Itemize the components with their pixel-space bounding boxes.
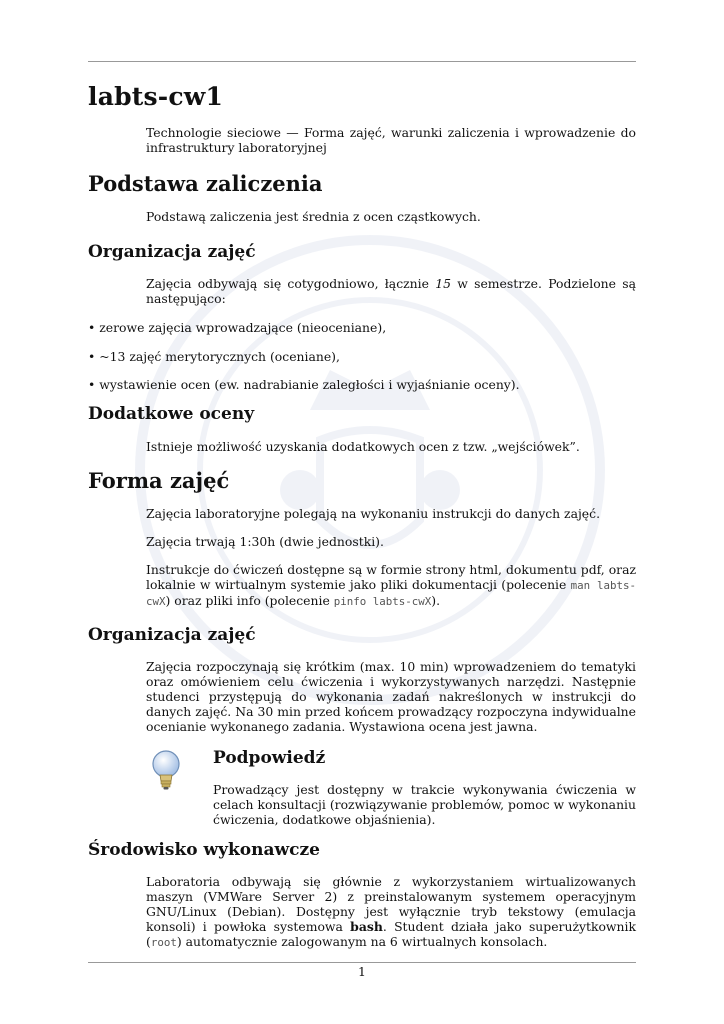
subsection-text-dodatkowe: Istnieje możliwość uzyskania dodatkowych ocen z tzw. „wejściówek”. <box>146 439 580 454</box>
lightbulb-icon <box>146 748 186 792</box>
subsection-heading-organizacja-1: Organizacja zajęć <box>88 242 256 262</box>
hint-content <box>213 748 636 827</box>
inline-code: pinfo labts-cwX <box>333 595 432 608</box>
top-rule <box>88 61 636 62</box>
page-number: 1 <box>358 964 366 979</box>
inline-code: man labts-cwX <box>146 579 636 608</box>
hint-text: Prowadzący jest dostępny w trakcie wykonywania ćwiczenia w celach konsultacji (rozwiązywanie problemów, pomoc w wykonaniu ćwiczenia, dodatkowe objaśnienia). <box>213 782 636 827</box>
subsection-heading-dodatkowe: Dodatkowe oceny <box>88 404 255 424</box>
subsection-text-srodowisko: Laboratoria odbywają się głównie z wykorzystaniem wirtualizowanych maszyn (VMWare Server 2) z preinstalowanym systemem operacyjnym GNU/Linux (Debian). Dostępny jest wyłącznie tryb tekstowy (emulacja konsoli) i powłoka systemowa bash. Student działa jako superużytkownik (root) automatycznie zalogowanym na 6 wirtualnych konsolach. <box>146 874 636 949</box>
hint-title: Podpowiedź <box>213 748 326 768</box>
section-text-forma-2: Zajęcia trwają 1:30h (dwie jednostki). <box>146 534 384 549</box>
document-body <box>88 82 636 950</box>
doc-title: labts-cw1 <box>88 82 224 111</box>
section-heading-podstawa: Podstawa zaliczenia <box>88 171 323 196</box>
inline-code: root <box>150 936 177 949</box>
list-item: • wystawienie ocen (ew. nadrabianie zaległości i wyjaśnianie oceny). <box>88 377 520 392</box>
subsection-text-organizacja-1: Zajęcia odbywają się cotygodniowo, łącznie 15 w semestrze. Podzielone są następująco: <box>146 276 636 306</box>
list-item: • zerowe zajęcia wprowadzające (nieoceniane), <box>88 320 387 335</box>
section-text-forma-3: Instrukcje do ćwiczeń dostępne są w formie strony html, dokumentu pdf, oraz lokalnie w wirtualnym systemie jako pliki dokumentacji (polecenie man labts-cwX) oraz pliki info (polecenie pinfo labts-cwX). <box>146 562 636 608</box>
section-text-podstawa: Podstawą zaliczenia jest średnia z ocen cząstkowych. <box>146 209 481 224</box>
section-heading-forma: Forma zajęć <box>88 468 230 493</box>
subsection-heading-srodowisko: Środowisko wykonawcze <box>88 840 320 860</box>
subsection-text-organizacja-2: Zajęcia rozpoczynają się krótkim (max. 10 min) wprowadzeniem do tematyki oraz omówieniem celu ćwiczenia i wykorzystywanych narzędzi. Następnie studenci przystępują do wykonania zadań nakreślonych w instrukcji do danych zajęć. Na 30 min przed końcem prowadzący rozpoczyna indywidualne ocenianie wykonanego zadania. Wystawiona ocena jest jawna. <box>146 659 636 734</box>
bottom-rule <box>88 962 636 963</box>
hint-box <box>146 748 636 827</box>
section-text-forma-1: Zajęcia laboratoryjne polegają na wykonaniu instrukcji do danych zajęć. <box>146 506 601 521</box>
doc-subtitle: Technologie sieciowe — Forma zajęć, warunki zaliczenia i wprowadzenie do infrastruktury laboratoryjnej <box>146 125 636 155</box>
list-item: • ~13 zajęć merytorycznych (oceniane), <box>88 349 340 364</box>
subsection-heading-organizacja-2: Organizacja zajęć <box>88 625 256 645</box>
